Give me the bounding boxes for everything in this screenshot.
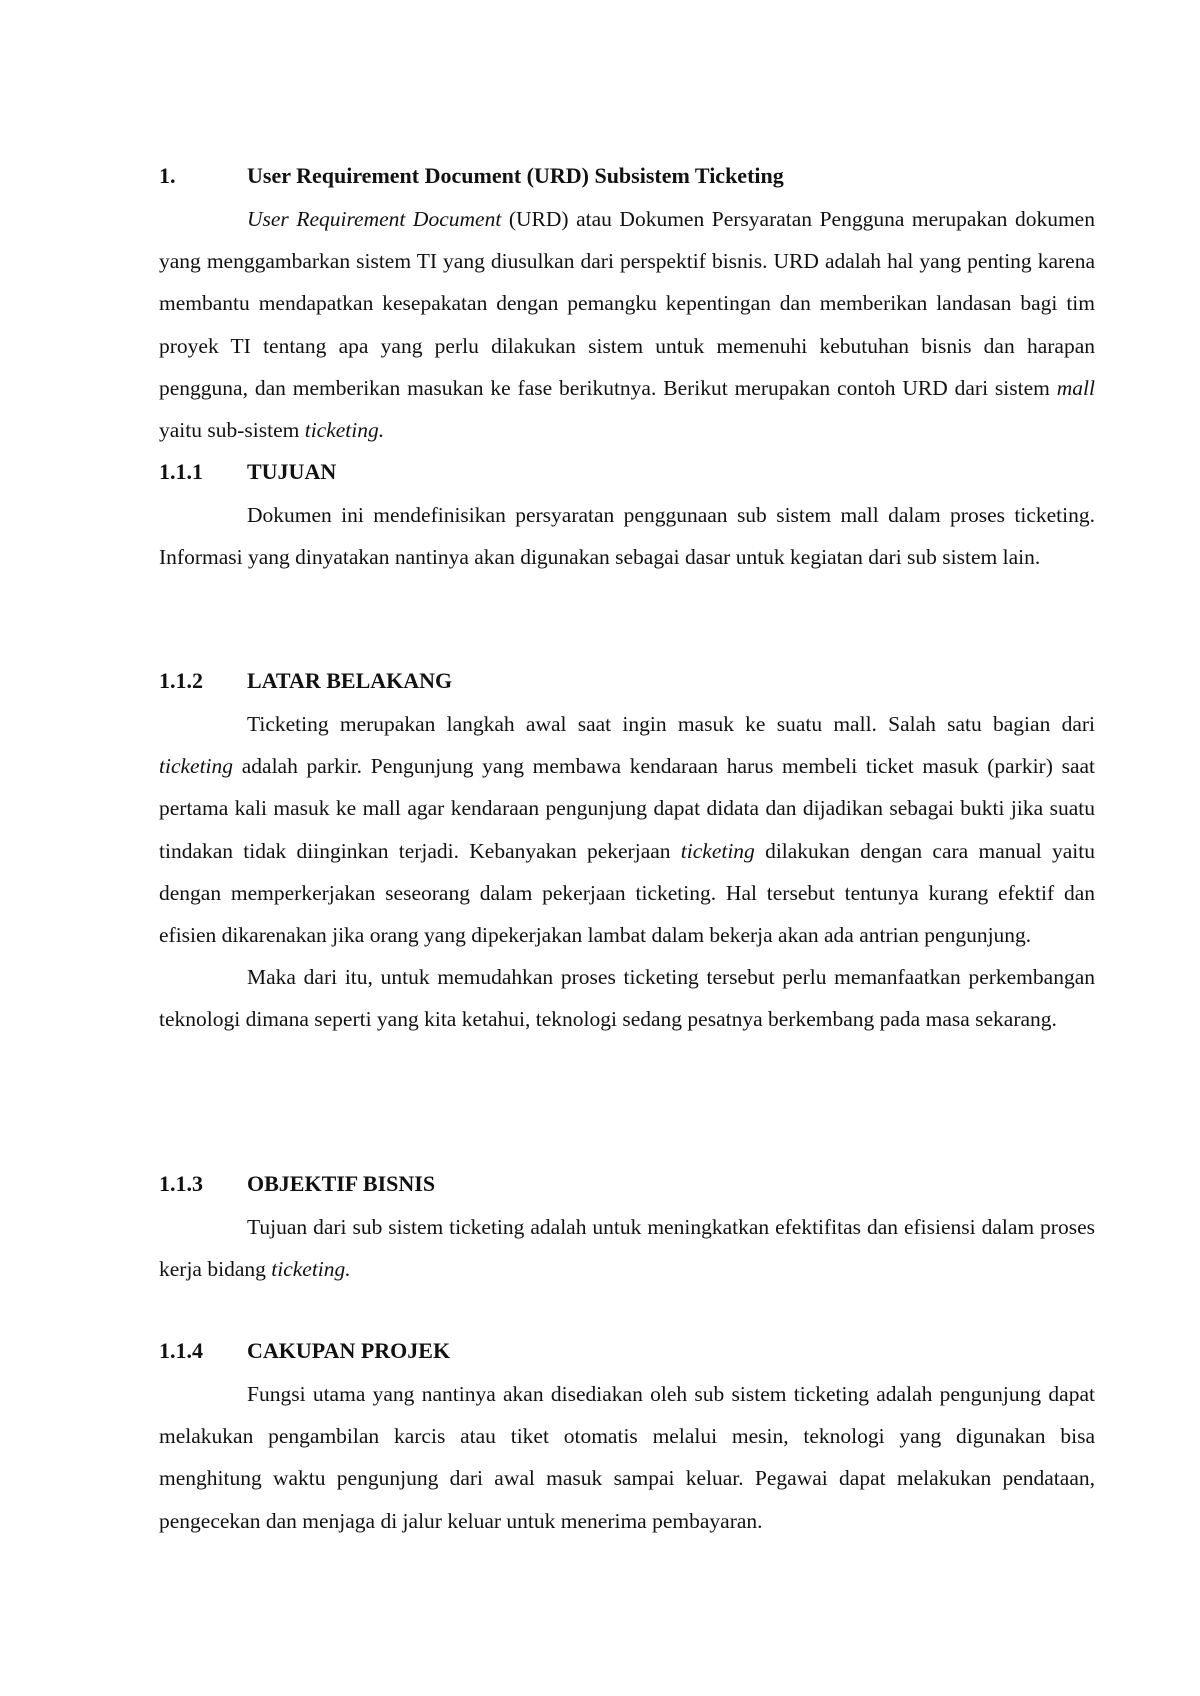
section-heading-cakupan-projek xyxy=(159,1340,1095,1362)
section-title: TUJUAN xyxy=(247,459,337,484)
section-title: User Requirement Document (URD) Subsistem Ticketing xyxy=(247,163,784,188)
section-heading-objektif-bisnis xyxy=(159,1173,1095,1195)
cakupan-projek-body xyxy=(159,1373,1095,1542)
paragraph-text: Tujuan dari sub sistem ticketing adalah untuk meningkatkan efektifitas dan efisiensi dalam proses kerja bidang xyxy=(159,1215,1095,1282)
section-number: 1.1.3 xyxy=(159,1171,203,1196)
paragraph-text: (URD) atau Dokumen Persyaratan Pengguna merupakan dokumen yang menggambarkan sistem TI yang diusulkan dari perspektif bisnis. URD adalah hal yang penting karena membantu mendapatkan kesepakatan dengan pemangku kepentingan dan memberikan landasan bagi tim proyek TI tentang apa yang perlu dilakukan sistem untuk memenuhi kebutuhan bisnis dan harapan pengguna, dan memberikan masukan ke fase berikutnya. Berikut merupakan contoh URD dari sistem xyxy=(159,207,1095,400)
paragraph: Dokumen ini mendefinisikan persyaratan penggunaan sub sistem mall dalam proses ticketing. Informasi yang dinyatakan nantinya akan digunakan sebagai dasar untuk kegiatan dari sub sistem lain. xyxy=(159,503,1095,570)
italic-term: ticketing. xyxy=(304,418,385,443)
tujuan-body xyxy=(159,494,1095,578)
section-number: 1.1.2 xyxy=(159,668,203,693)
latar-belakang-body xyxy=(159,703,1095,1041)
paragraph-text: yaitu sub-sistem xyxy=(159,418,305,443)
section-title: LATAR BELAKANG xyxy=(247,668,453,693)
section-number: 1.1.1 xyxy=(159,459,203,484)
paragraph: Maka dari itu, untuk memudahkan proses ticketing tersebut perlu memanfaatkan perkembangan teknologi dimana seperti yang kita ketahui, teknologi sedang pesatnya berkembang pada masa sekarang. xyxy=(159,965,1095,1032)
section-1-body xyxy=(159,198,1095,451)
section-heading-tujuan xyxy=(159,461,1095,483)
paragraph-text: adalah parkir. Pengunjung yang membawa kendaraan harus membeli ticket masuk (parkir) saat pertama kali masuk ke mall agar kendaraan pengunjung dapat didata dan dijadikan sebagai bukti jika suatu tindakan tidak diinginkan terjadi. Kebanyakan pekerjaan xyxy=(159,754,1095,863)
section-title: CAKUPAN PROJEK xyxy=(247,1338,451,1363)
italic-term: mall xyxy=(1056,375,1095,400)
paragraph: Fungsi utama yang nantinya akan disediakan oleh sub sistem ticketing adalah pengunjung dapat melakukan pengambilan karcis atau tiket otomatis melalui mesin, teknologi yang digunakan bisa menghitung waktu pengunjung dari awal masuk sampai keluar. Pegawai dapat melakukan pendataan, pengecekan dan menjaga di jalur keluar untuk menerima pembayaran. xyxy=(159,1382,1095,1533)
italic-term: ticketing xyxy=(680,838,755,863)
paragraph xyxy=(159,703,1095,956)
paragraph xyxy=(159,198,1095,451)
section-heading-latar-belakang xyxy=(159,670,1095,692)
italic-term: ticketing xyxy=(159,754,234,779)
italic-term: ticketing. xyxy=(271,1257,351,1282)
paragraph-text: Ticketing merupakan langkah awal saat ingin masuk ke suatu mall. Salah satu bagian dari xyxy=(247,712,1095,736)
section-title: OBJEKTIF BISNIS xyxy=(247,1171,436,1196)
paragraph-text: dilakukan dengan cara manual yaitu dengan memperkerjakan seseorang dalam pekerjaan ticketing. Hal tersebut tentunya kurang efektif dan efisien dikarenakan jika orang yang dipekerjakan lambat dalam bekerja akan ada antrian pengunjung. xyxy=(159,838,1095,948)
italic-term: User Requirement Document xyxy=(247,207,502,231)
section-heading-1 xyxy=(159,165,1095,187)
paragraph xyxy=(159,1206,1095,1290)
objektif-bisnis-body xyxy=(159,1206,1095,1290)
section-number: 1. xyxy=(159,163,176,188)
section-number: 1.1.4 xyxy=(159,1338,203,1363)
